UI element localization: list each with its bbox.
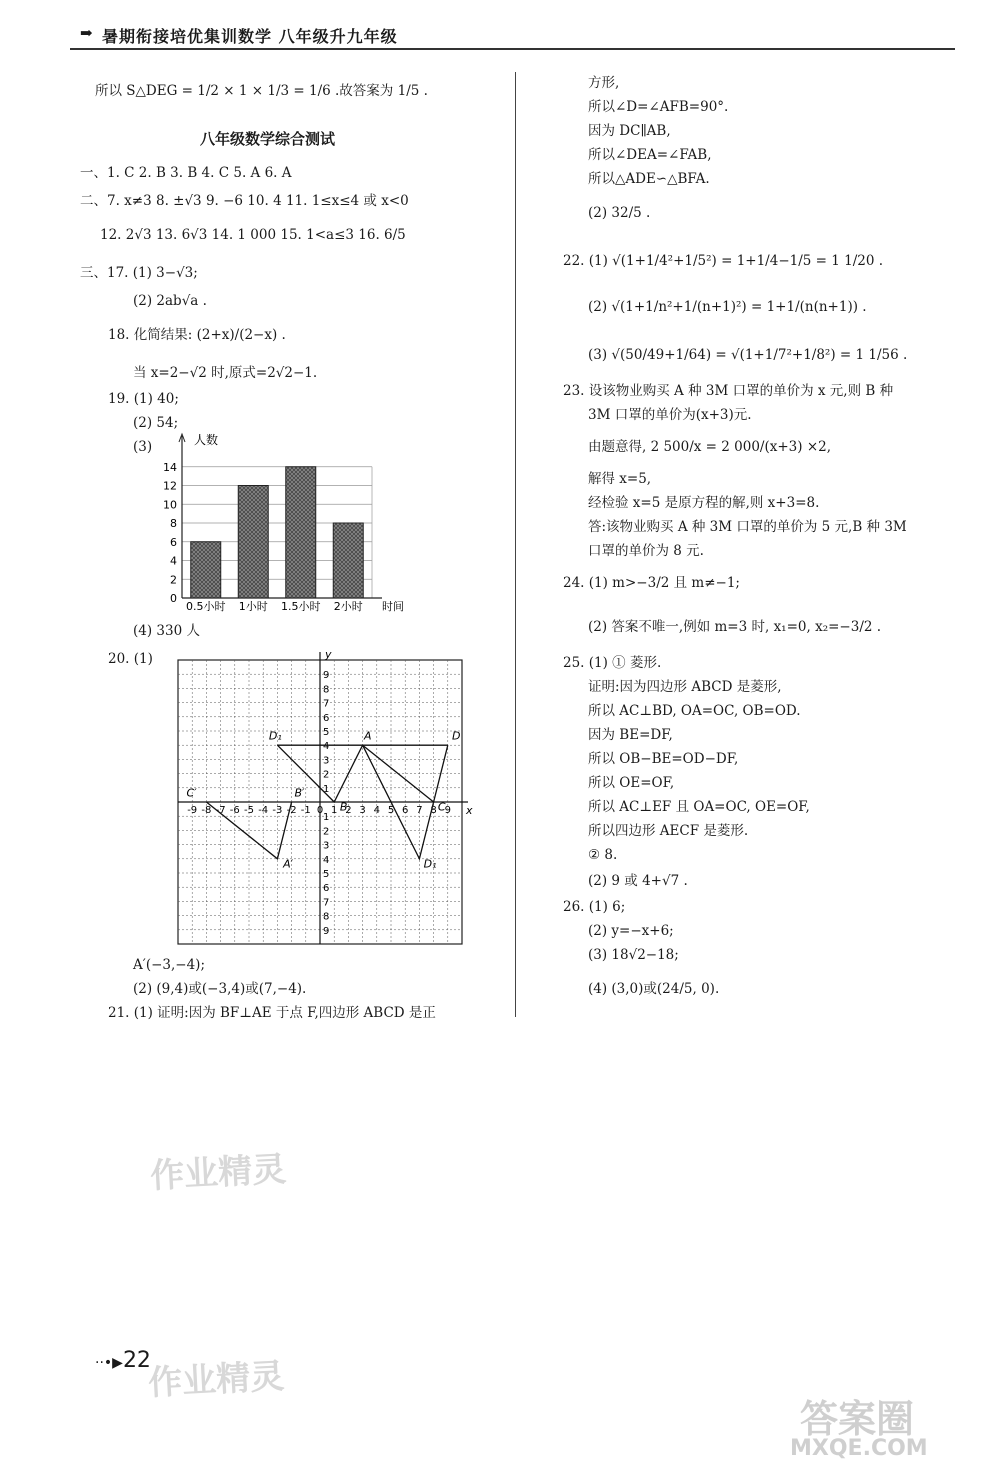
page-number: ··•▶22 (95, 1348, 151, 1373)
y-tick-label: 3 (323, 755, 330, 767)
line-l2: 一、1. C 2. B 3. B 4. C 5. A 6. A (80, 165, 292, 181)
line-r6: (2) 32/5 . (588, 205, 651, 221)
watermark-3: 答案圈 (800, 1397, 915, 1441)
point-label: A (364, 729, 372, 743)
x-tick-label: -5 (244, 805, 254, 816)
x-axis-label: 时间 (382, 600, 404, 613)
column-divider (515, 72, 516, 1017)
point-label: D₁ (423, 857, 437, 871)
line-r23: 所以 OB−BE=OD−DF, (588, 751, 739, 767)
line-l14: A′(−3,−4); (133, 957, 205, 973)
line-r8: (2) √(1+1/n²+1/(n+1)²) = 1+1/(n(n+1)) . (588, 299, 867, 315)
line-r20: 证明:因为四边形 ABCD 是菱形, (588, 679, 782, 695)
line-l8: 当 x=2−√2 时,原式=2√2−1. (133, 365, 318, 381)
line-r26: 所以四边形 AECF 是菱形. (588, 823, 749, 839)
y-tick-label: 6 (323, 883, 330, 895)
line-r31: (3) 18√2−18; (588, 947, 679, 963)
page-header (70, 22, 955, 50)
line-r12: 由题意得, 2 500/x = 2 000/(x+3) ×2, (588, 439, 832, 455)
line-r15: 答:该物业购买 A 种 3M 口罩的单价为 5 元,B 种 3M (588, 519, 907, 535)
line-r1: 方形, (588, 75, 620, 91)
y-tick-label: 2 (323, 769, 330, 781)
y-tick-label: 12 (163, 479, 177, 493)
line-r17: 24. (1) m>−3/2 且 m≠−1; (563, 575, 740, 591)
x-tick-label: -6 (229, 805, 240, 816)
point-label: B (339, 800, 348, 814)
x-tick-label: 6 (402, 805, 409, 816)
x-tick-label: -1 (300, 805, 311, 816)
x-tick-label: -2 (286, 805, 297, 816)
bar (191, 542, 221, 598)
x-tick-label: 9 (444, 805, 451, 816)
line-r13: 解得 x=5, (588, 471, 652, 487)
arrow-icon: ➡ (80, 24, 93, 42)
bar (333, 523, 363, 598)
arrow-icon: ··•▶ (95, 1355, 123, 1371)
line-l10: (2) 54; (133, 415, 179, 431)
line-r4: 所以∠DEA=∠FAB, (588, 147, 712, 163)
x-tick-label: 0 (316, 805, 324, 816)
y-tick-label: 8 (323, 911, 330, 923)
y-tick-label: 9 (323, 925, 330, 937)
x-tick-label: 1 (331, 805, 338, 816)
line-r14: 经检验 x=5 是原方程的解,则 x+3=8. (588, 495, 820, 511)
watermark-2: 作业精灵 (147, 1356, 286, 1404)
x-tick-label: 8 (430, 805, 437, 816)
x-tick-label: 3 (359, 805, 366, 816)
y-tick-label: 5 (323, 869, 330, 880)
y-tick-label: 3 (323, 840, 330, 852)
x-tick-label: 4 (373, 805, 380, 816)
x-tick-label: 5 (387, 805, 395, 816)
x-tick-label: -8 (201, 805, 212, 816)
line-r29: 26. (1) 6; (563, 899, 626, 915)
line-r32: (4) (3,0)或(24/5, 0). (588, 981, 720, 997)
y-tick-label: 10 (163, 498, 177, 512)
line-l9: 19. (1) 40; (108, 391, 179, 407)
line-l16: 21. (1) 证明:因为 BF⊥AE 于点 F,四边形 ABCD 是正 (108, 1005, 436, 1021)
x-tick-label: 0.5小时 (186, 600, 226, 613)
line-r21: 所以 AC⊥BD, OA=OC, OB=OD. (588, 703, 801, 719)
line-l13: 20. (1) (108, 651, 153, 667)
y-tick-label: 0 (170, 592, 177, 605)
y-tick-label: 4 (170, 554, 177, 568)
line-l11: (3) (133, 439, 153, 455)
bar (286, 467, 316, 598)
y-tick-label: 2 (323, 826, 330, 838)
header-title: 暑期衔接培优集训数学 八年级升九年级 (102, 27, 398, 46)
line-l5: 三、17. (1) 3−√3; (80, 265, 198, 281)
line-r2: 所以∠D=∠AFB=90°. (588, 99, 729, 115)
line-r16: 口罩的单价为 8 元. (588, 543, 704, 559)
point-label: C (437, 800, 446, 814)
y-tick-label: 4 (323, 854, 330, 866)
line-r30: (2) y=−x+6; (588, 923, 674, 939)
x-tick-label: 2 (345, 805, 352, 816)
y-tick-label: 14 (163, 460, 177, 474)
y-tick-label: 7 (323, 698, 330, 710)
x-tick-label: -4 (258, 805, 269, 816)
x-tick-label: -7 (215, 805, 226, 816)
line-r24: 所以 OE=OF, (588, 775, 675, 791)
bar-chart (160, 428, 410, 618)
line-r25: 所以 AC⊥EF 且 OA=OC, OE=OF, (588, 799, 810, 815)
line-l3: 二、7. x≠3 8. ±√3 9. −6 10. 4 11. 1≤x≤4 或 x<0 (80, 193, 409, 209)
line-r9: (3) √(50/49+1/64) = √(1+1/7²+1/8²) = 1 1/56 . (588, 347, 908, 363)
watermark-1: 作业精灵 (149, 1149, 288, 1197)
x-tick-label: 7 (416, 805, 423, 816)
line-r28: (2) 9 或 4+√7 . (588, 873, 688, 889)
point-label: A′ (283, 857, 294, 871)
line-r19: 25. (1) ① 菱形. (563, 655, 662, 671)
y-tick-label: 6 (323, 712, 330, 724)
point-label: C′ (186, 786, 197, 800)
x-tick-label: -9 (187, 805, 198, 816)
bar (238, 486, 268, 599)
y-tick-label: 9 (323, 670, 330, 682)
x-tick-label: 1.5小时 (281, 600, 321, 613)
y-tick-label: 7 (323, 897, 330, 909)
line-r18: (2) 答案不唯一,例如 m=3 时, x₁=0, x₂=−3/2 . (588, 619, 882, 635)
y-tick-label: 4 (323, 741, 330, 753)
line-l12: (4) 330 人 (133, 623, 200, 639)
y-tick-label: 6 (170, 535, 177, 549)
y-tick-label: 1 (323, 783, 330, 795)
y-axis-label: 人数 (194, 433, 219, 447)
line-l4: 12. 2√3 13. 6√3 14. 1 000 15. 1<a≤3 16. 6/5 (100, 227, 406, 243)
y-tick-label: 8 (170, 517, 177, 530)
x-tick-label: -3 (272, 805, 283, 816)
y-tick-label: 8 (323, 684, 330, 696)
coordinate-grid-figure (170, 642, 473, 942)
y-axis-label: y (325, 648, 332, 661)
watermark-4: MXQE.COM (790, 1436, 928, 1461)
y-tick-label: 5 (323, 727, 330, 738)
line-r22: 因为 BE=DF, (588, 727, 673, 743)
point-label: D₁ (268, 729, 282, 743)
point-label: D (452, 729, 461, 743)
line-r11: 3M 口罩的单价为(x+3)元. (588, 407, 752, 423)
x-axis-label: x (466, 804, 473, 817)
line-l1: 所以 S△DEG = 1/2 × 1 × 1/3 = 1/6 .故答案为 1/5 . (95, 83, 428, 99)
line-r7: 22. (1) √(1+1/4²+1/5²) = 1+1/4−1/5 = 1 1/20 . (563, 253, 884, 269)
section-title: 八年级数学综合测试 (200, 130, 336, 148)
line-r3: 因为 DC∥AB, (588, 123, 671, 139)
x-tick-label: 1小时 (238, 600, 268, 613)
line-r27: ② 8. (588, 847, 618, 863)
x-tick-label: 2小时 (333, 600, 363, 613)
y-tick-label: 2 (170, 573, 177, 587)
line-r10: 23. 设该物业购买 A 种 3M 口罩的单价为 x 元,则 B 种 (563, 383, 894, 399)
point-label: B′ (294, 786, 305, 800)
line-l6: (2) 2ab√a . (133, 293, 207, 309)
line-l7: 18. 化简结果: (2+x)/(2−x) . (108, 327, 286, 343)
line-r5: 所以△ADE∽△BFA. (588, 171, 710, 187)
y-tick-label: 1 (323, 812, 330, 824)
line-l15: (2) (9,4)或(−3,4)或(7,−4). (133, 981, 307, 997)
